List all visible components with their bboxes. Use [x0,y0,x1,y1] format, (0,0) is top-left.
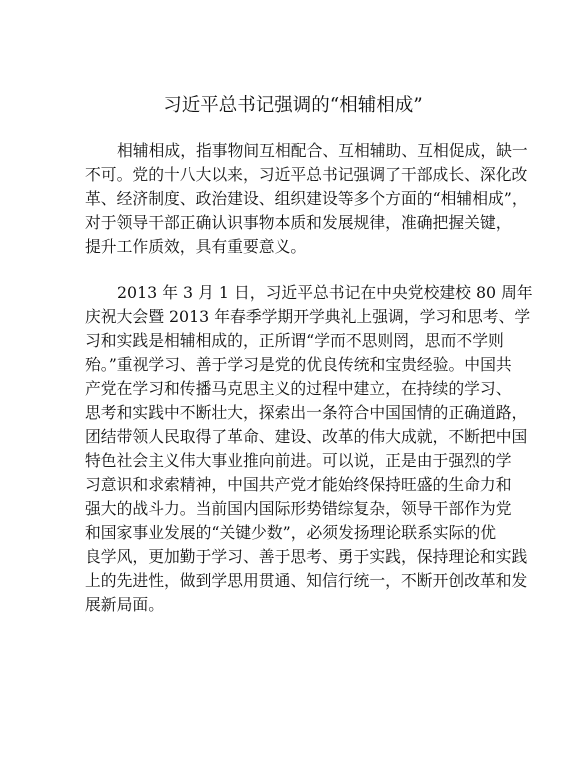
paragraph-line: 革、经济制度、政治建设、组织建设等多个方面的“相辅相成”， [85,189,528,208]
paragraph-line: 展新局面。 [85,595,164,614]
paragraph-2 [85,281,533,617]
paragraph-line: 上的先进性，做到学思用贯通、知信行统一，不断开创改革和发 [85,571,528,590]
paragraph-line: 2013 年 3 月 1 日，习近平总书记在中央党校建校 80 周年 [117,283,533,302]
paragraph-line: 殆。”重视学习、善于学习是党的优良传统和宝贵经验。中国共 [85,355,512,374]
paragraph-line: 相辅相成，指事物间互相配合、互相辅助、互相促成，缺一 [117,141,528,160]
paragraph-line: 对于领导干部正确认识事物本质和发展规律，准确把握关键， [85,213,512,232]
paragraph-line: 团结带领人民取得了革命、建设、改革的伟大成就，不断把中国 [85,427,528,446]
document-title: 习近平总书记强调的“相辅相成” [163,95,423,116]
paragraph-line: 庆祝大会暨 2013 年春季学期开学典礼上强调，学习和思考、学 [85,307,531,326]
paragraph-line: 产党在学习和传播马克思主义的过程中建立，在持续的学习、 [85,379,512,398]
paragraph-line: 特色社会主义伟大事业推向前进。可以说，正是由于强烈的学 [85,451,512,470]
document-body [85,139,533,617]
paragraph-line: 强大的战斗力。当前国内国际形势错综复杂，领导干部作为党 [85,499,512,518]
paragraph-line: 良学风，更加勤于学习、善于思考、勇于实践，保持理论和实践 [85,547,528,566]
paragraph-line: 不可。党的十八大以来，习近平总书记强调了干部成长、深化改 [85,165,528,184]
paragraph-line: 习和实践是相辅相成的，正所谓“学而不思则罔，思而不学则 [85,331,504,350]
paragraph-line: 提升工作质效，具有重要意义。 [85,237,307,256]
paragraph-line: 习意识和求索精神，中国共产党才能始终保持旺盛的生命力和 [85,475,512,494]
paragraph-1 [85,139,528,259]
paragraph-line: 和国家事业发展的“关键少数”，必须发扬理论联系实际的优 [85,523,497,542]
paragraph-line: 思考和实践中不断壮大，探索出一条符合中国国情的正确道路， [85,403,528,422]
